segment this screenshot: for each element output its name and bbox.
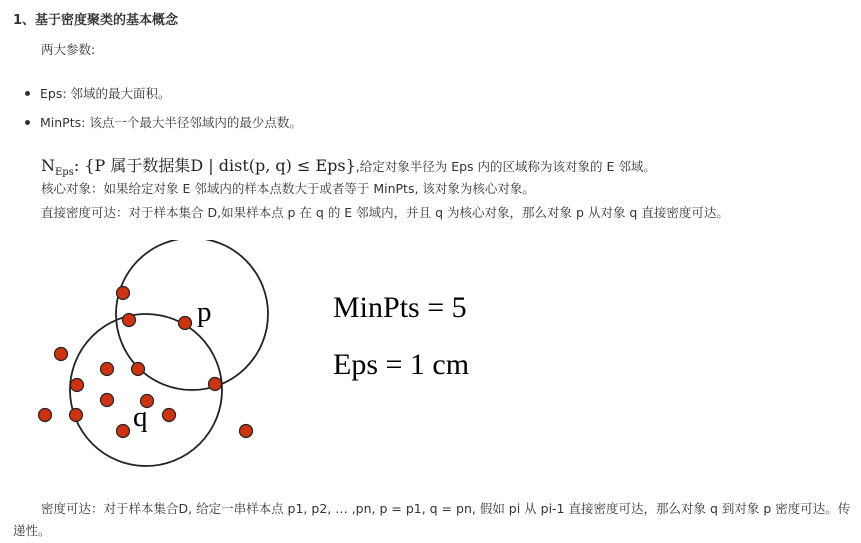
- sample-point: [71, 379, 84, 392]
- direct-density-definition: 直接密度可达：对于样本集合 D,如果样本点 p 在 q 的 E 邻域内，并且 q 为核心对象，那么对象 p 从对象 q 直接密度可达。: [41, 205, 729, 220]
- sample-point: [117, 287, 130, 300]
- list-item: [25, 113, 302, 131]
- sample-point: [39, 409, 52, 422]
- sample-point-p: [179, 317, 192, 330]
- sample-point: [123, 314, 136, 327]
- dbscan-diagram: [30, 240, 500, 480]
- sample-point: [132, 363, 145, 376]
- sample-point: [163, 409, 176, 422]
- neighborhood-formula: : {P 属于数据集D | dist(p, q) ≤ Eps}: [73, 156, 356, 175]
- eps-value: Eps = 1 cm: [333, 348, 470, 381]
- sample-point: [101, 394, 114, 407]
- sample-point: [209, 378, 222, 391]
- sample-point: [55, 348, 68, 361]
- sample-point: [240, 425, 253, 438]
- sample-point-q: [117, 425, 130, 438]
- neighborhood-description: ,给定对象半径为 Eps 内的区域称为该对象的 E 邻域。: [355, 159, 656, 174]
- bullet-icon: [25, 120, 30, 125]
- label-p: p: [197, 296, 212, 328]
- sample-point: [101, 363, 114, 376]
- core-object-definition: 核心对象：如果给定对象 E 邻域内的样本点数大于或者等于 MinPts, 该对象为核心对象。: [41, 181, 535, 196]
- bullet-icon: [25, 91, 30, 96]
- minpts-value: MinPts = 5: [333, 291, 467, 324]
- density-reachable-definition: 密度可达：对于样本集合D, 给定一串样本点 p1, p2, … ,pn, p = p1, q = pn, 假如 pi 从 pi-1 直接密度可达，那么对象 q 到对象 p 密度可达。传递性。: [13, 501, 851, 538]
- list-item: [25, 84, 171, 102]
- section-heading: 1、基于密度聚类的基本概念: [13, 13, 179, 28]
- param-eps: Eps: 邻域的最大面积。: [40, 86, 171, 101]
- param-minpts: MinPts: 该点一个最大半径邻域内的最少点数。: [40, 115, 302, 130]
- label-q: q: [133, 401, 148, 433]
- params-intro: 两大参数:: [41, 42, 96, 57]
- neighborhood-definition: [41, 153, 656, 178]
- neighborhood-symbol: $N_{Eps}$: [41, 156, 74, 178]
- sample-point: [70, 409, 83, 422]
